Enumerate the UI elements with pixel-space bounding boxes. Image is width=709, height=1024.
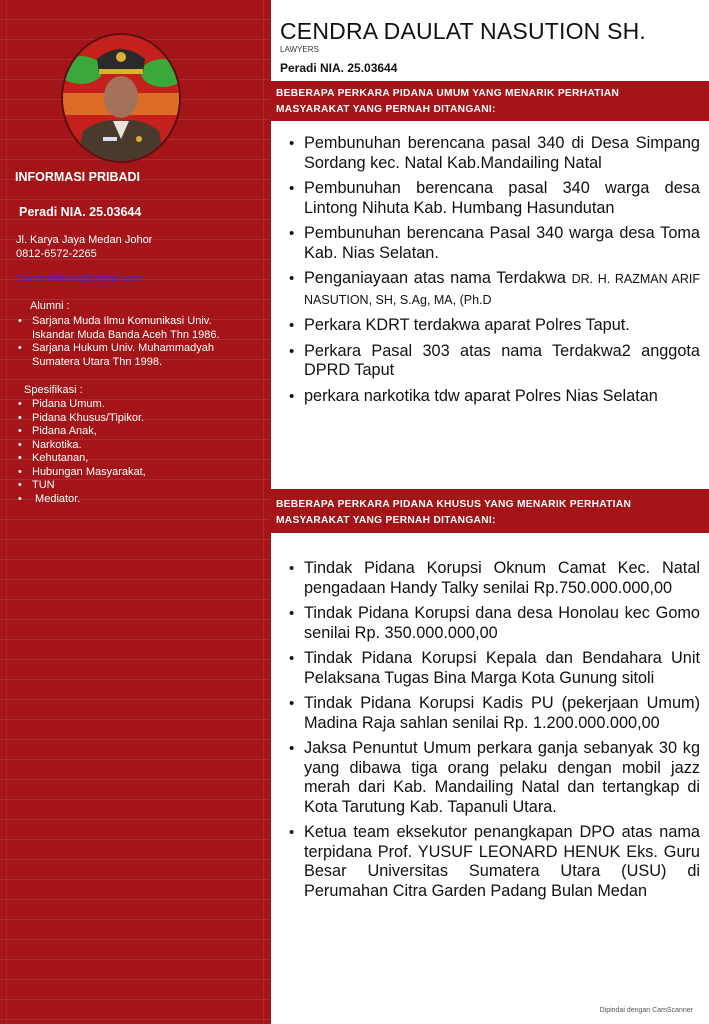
contact-block: [16, 233, 152, 261]
header-nia: Peradi NIA. 25.03644: [280, 61, 398, 75]
case-item: • Tindak Pidana Korupsi Kepala dan Bendahara Unit Pelaksana Tugas Bina Marga Kota Gunung sitoli: [289, 649, 700, 688]
specialization-item: • Mediator.: [18, 493, 243, 507]
case-item: • Perkara Pasal 303 atas nama Terdakwa2 anggota DPRD Taput: [289, 342, 700, 381]
scanner-watermark: Dipindai dengan CamScanner: [599, 1007, 693, 1014]
case-item: • Pembunuhan berencana pasal 340 warga desa Lintong Nihuta Kab. Humbang Hasundutan: [289, 179, 700, 218]
sidebar-grid-line: [6, 0, 7, 1024]
profile-photo: [61, 33, 181, 163]
general-cases-panel: [271, 121, 709, 489]
case-text: Penganiayaan atas nama Terdakwa: [304, 269, 566, 287]
special-cases-panel: [271, 533, 709, 1024]
heading-line: BEBERAPA PERKARA PIDANA UMUM YANG MENARIK PERHATIAN: [276, 88, 620, 99]
address: Jl. Karya Jaya Medan Johor: [16, 234, 153, 246]
case-item: • Tindak Pidana Korupsi Oknum Camat Kec. Natal pengadaan Handy Talky senilai Rp.750.000.000,00: [289, 559, 700, 598]
specialization-list: [18, 398, 243, 506]
general-cases-list: [289, 134, 700, 412]
specialization-label: Spesifikasi :: [24, 384, 83, 396]
alumni-label: Alumni :: [30, 300, 70, 312]
officer-portrait-icon: [63, 35, 179, 161]
lawyer-role: LAWYERS: [280, 45, 319, 54]
specialization-item: • Pidana Anak,: [18, 425, 243, 439]
defendant-name: DR. H. RAZMAN ARIF NASUTION, SH, S.Ag, MA, (Ph.D: [304, 272, 700, 307]
email-link[interactable]: Cendradaulat@gmail.com: [16, 273, 144, 285]
alumni-item: • Sarjana Hukum Univ. Muhammadyah Sumatera Utara Thn 1998.: [18, 342, 243, 369]
specialization-item: • Narkotika.: [18, 439, 243, 453]
case-item: • Ketua team eksekutor penangkapan DPO atas nama terpidana Prof. YUSUF LEONARD HENUK Eks. Guru Besar Universitas Sumatera Utara (USU) di Perumahan Citra Garden Padang Bulan Medan: [289, 823, 700, 901]
case-item: • Jaksa Penuntut Umum perkara ganja sebanyak 30 kg yang dibawa tiga orang pelaku dengan mobil jazz merah dari Kab. Mandailing Natal dan tertangkap di Kota Tarutung Kab. Tapanuli Utara.: [289, 739, 700, 817]
special-cases-list: [289, 559, 700, 907]
specialization-item: • Kehutanan,: [18, 452, 243, 466]
case-item: • Tindak Pidana Korupsi dana desa Honolau kec Gomo senilai Rp. 350.000.000,00: [289, 604, 700, 643]
lawyer-name: CENDRA DAULAT NASUTION SH.: [280, 18, 647, 44]
heading-line: MASYARAKAT YANG PERNAH DITANGANI:: [276, 104, 496, 115]
sidebar-nia: Peradi NIA. 25.03644: [19, 205, 142, 219]
alumni-list: [18, 315, 243, 369]
case-item: • Pembunuhan berencana pasal 340 di Desa Simpang Sordang kec. Natal Kab.Mandailing Natal: [289, 134, 700, 173]
specialization-item: • TUN: [18, 479, 243, 493]
case-item: • Perkara KDRT terdakwa aparat Polres Taput.: [289, 316, 700, 336]
sidebar-grid-line: [263, 0, 264, 1024]
specialization-item: • Hubungan Masyarakat,: [18, 466, 243, 480]
specialization-item: • Pidana Khusus/Tipikor.: [18, 412, 243, 426]
case-item: [289, 269, 700, 310]
general-cases-heading: [271, 86, 709, 118]
personal-info-heading: INFORMASI PRIBADI: [15, 170, 140, 184]
sidebar: [0, 0, 270, 1024]
alumni-item: • Sarjana Muda Ilmu Komunikasi Univ. Iskandar Muda Banda Aceh Thn 1986.: [18, 315, 243, 342]
phone: 0812-6572-2265: [16, 248, 97, 260]
specialization-item: • Pidana Umum.: [18, 398, 243, 412]
heading-line: MASYARAKAT YANG PERNAH DITANGANI:: [276, 515, 496, 526]
heading-line: BEBERAPA PERKARA PIDANA KHUSUS YANG MENARIK PERHATIAN: [276, 499, 632, 510]
special-cases-heading: [271, 497, 709, 529]
case-item: • perkara narkotika tdw aparat Polres Nias Selatan: [289, 387, 700, 407]
case-item: • Pembunuhan berencana Pasal 340 warga desa Toma Kab. Nias Selatan.: [289, 224, 700, 263]
header: [271, 0, 709, 81]
case-item: • Tindak Pidana Korupsi Kadis PU (pekerjaan Umum) Madina Raja sahlan senilai Rp. 1.200.000.000,00: [289, 694, 700, 733]
